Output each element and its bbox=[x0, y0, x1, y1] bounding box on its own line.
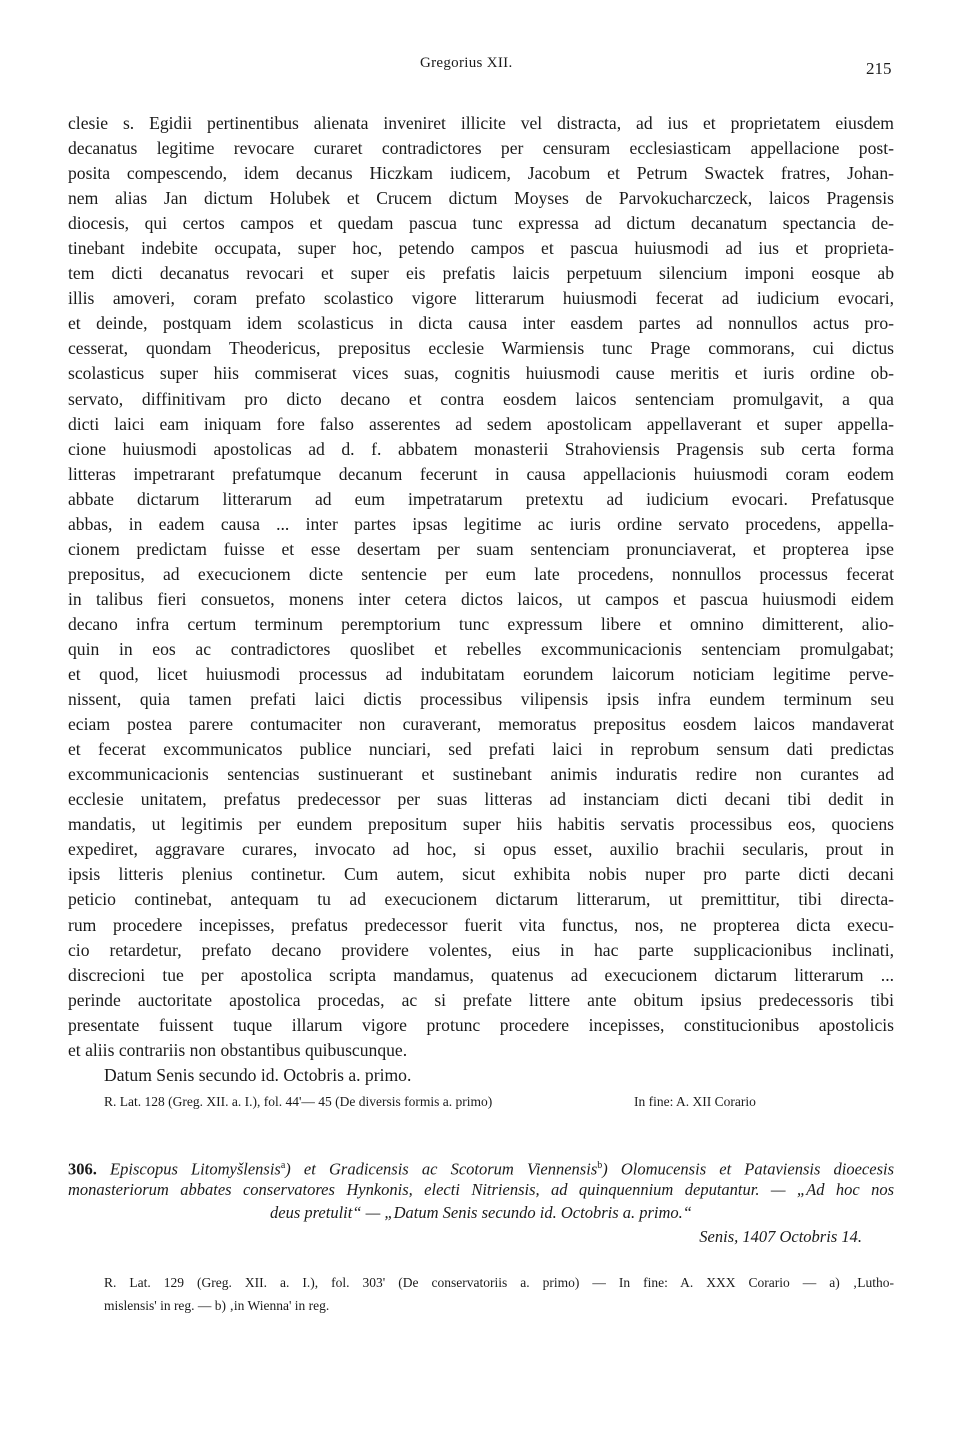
regest-entry bbox=[68, 1154, 894, 1248]
regest-line-1-middle: ) et Gradicensis ac Scotorum Viennensis bbox=[285, 1159, 598, 1179]
body-text-line: presentate fuissent tuque illarum vigore protunc procedere incepisses, constitucionibus apostolicis bbox=[68, 1014, 894, 1035]
body-text-line: in talibus fieri consuetos, monens inter cetera dictos laicos, ut campos et pascua huiusmodi eidem bbox=[68, 588, 894, 609]
body-text-line: et aliis contrariis non obstantibus quibuscunque. bbox=[68, 1039, 408, 1060]
body-text-line: dicti laici eam iniquam fore falso asserentes ad sedem apostolicam appellaverant et super appella- bbox=[68, 413, 894, 434]
body-text-line: discrecioni tue per apostolica scripta mandamus, quatenus ad execucionem dictarum litterarum ... bbox=[68, 964, 894, 985]
footnote-marker-b: b bbox=[597, 1160, 603, 1171]
body-text-line: nem alias Jan dictum Holubek et Crucem dictum Moyses de Parvokucharczeck, laicos Pragensis bbox=[68, 188, 894, 209]
datum-line: Datum Senis secundo id. Octobris a. primo. bbox=[104, 1064, 412, 1085]
body-text-line: decanatus legitime revocare curaret contradictores per censuram ecclesiasticam appellacione post- bbox=[68, 138, 894, 159]
body-text-line: servato, diffinitivam pro dicto decano et contra eosdem laicos sentenciam promulgavit, a qua bbox=[68, 388, 894, 409]
regest-line-2: monasteriorum abbates conservatores Hynkonis, electi Nitriensis, ad quinquennium deputantur. — „Ad hoc nos bbox=[68, 1179, 894, 1199]
in-fine-note: In fine: A. XII Corario bbox=[634, 1094, 756, 1109]
body-text-line: et quod, licet huiusmodi processus ad indubitatam eorundem laicorum noticiam legitime perve- bbox=[68, 664, 894, 685]
body-text-line: tinebant indebite occupata, super hoc, petendo campos et pascua huiusmodi ad ius et proprieta- bbox=[68, 238, 894, 259]
main-body-text bbox=[68, 111, 894, 1088]
body-text-line: tem dicti decanatus revocari et super eis prefatis laicis perpetuum silencium imponi eosque ab bbox=[68, 263, 894, 284]
body-text-line: abbate dictarum litterarum ad eum impetratarum pretextu ad iudicium evocari. Prefatusque bbox=[68, 488, 894, 509]
running-header-title: Gregorius XII. bbox=[420, 55, 513, 71]
body-text-line: cionem predictam fuisse et esse desertam per suam sentenciam pronunciaverat, et propterea ipse bbox=[68, 538, 894, 559]
body-text-line: cesserat, quondam Theodericus, prepositus ecclesie Warmiensis tunc Prage commorans, cui dictus bbox=[68, 338, 894, 359]
body-text-line: eciam postea parere contumaciter non curaverant, memoratus prepositus eosdem laicos mandaverat bbox=[68, 714, 894, 735]
body-text-line: abbas, in eadem causa ... inter partes ipsas legitime ac iuris ordine servato procedens, appella- bbox=[68, 513, 894, 534]
critical-apparatus-footnote bbox=[104, 1271, 894, 1317]
regest-place-date: Senis, 1407 Octobris 14. bbox=[699, 1226, 862, 1246]
body-text-line: rum procedere incepisses, prefatus predecessor fuerit vita functus, nos, ne propterea dicta execu- bbox=[68, 914, 894, 935]
body-text-line: quin in eos ac contradictores quoslibet et rebelles excommunicacionis sentenciam promulgabat; bbox=[68, 638, 894, 659]
body-text-line: clesie s. Egidii pertinentibus alienata inveniret illicite vel distracta, ad ius et proprietatem eiusdem bbox=[68, 113, 894, 133]
body-text-line: ipsis litteris plenius continetur. Cum autem, sicut exhibita nobis nuper pro parte dicti decani bbox=[68, 864, 894, 885]
body-text-line: ecclesie unitatem, prefatus predecessor per suas litteras ad instanciam dicti decani tibi dedit in bbox=[68, 789, 894, 810]
body-text-line: et fecerat excommunicatos publice nunciari, sed prefati laici in reprobum sensum dati predictas bbox=[68, 739, 894, 760]
body-text-line: peticio continebat, antequam tu ad execucionem dictarum litterarum, ut premittitur, tibi directa- bbox=[68, 889, 894, 910]
footnote-line-2: mislensis' in reg. — b) ‚in Wienna' in reg. bbox=[104, 1298, 330, 1313]
body-text-line: decano infra certum terminum peremptorium tunc expressum libere et omnino dimitterent, alio- bbox=[68, 613, 894, 634]
body-text-line: litteras impetrarant prefatumque decanum fecerunt in causa appellacionis huiusmodi coram eodem bbox=[68, 463, 894, 484]
regest-line-1-end: ) Olomucensis et Pataviensis dioecesis bbox=[602, 1159, 894, 1179]
body-text-line: excommunicacionis sentencias sustinuerant et sustinebant animis induratis redire non curantes ad bbox=[68, 764, 894, 785]
body-text-line: perinde auctoritate apostolica procedas, ac si prefate littere ante obitum ipsius predecessoris tibi bbox=[68, 989, 894, 1010]
body-text-line: prepositus, ad execucionem dicte sentencie per eum late procedens, nonnullos processus fecerat bbox=[68, 563, 894, 584]
body-text-line: diocesis, qui certos campos et quedam pascua tunc expressa ad dictum decanatum spectancia de- bbox=[68, 213, 894, 234]
regest-line-1-text: Episcopus Litomyšlensis bbox=[110, 1159, 281, 1179]
page-number: 215 bbox=[866, 59, 892, 78]
source-reference: R. Lat. 128 (Greg. XII. a. I.), fol. 44'— 45 (De diversis formis a. primo) bbox=[104, 1094, 493, 1109]
source-reference-note bbox=[104, 1094, 824, 1110]
footnote-marker-a: a bbox=[280, 1160, 286, 1171]
body-text-line: cio retardetur, prefato decano providere volentes, eius in hac parte supplicacionibus inclinati, bbox=[68, 939, 894, 960]
footnote-line-1: R. Lat. 129 (Greg. XII. a. I.), fol. 303' (De conservatoriis a. primo) — In fine: A. XXX Corario — a) ‚Lutho- bbox=[104, 1275, 894, 1290]
regest-line-3: deus pretulit“ — „Datum Senis secundo id. Octobris a. primo.“ bbox=[270, 1203, 692, 1222]
regest-number: 306. bbox=[68, 1159, 97, 1179]
body-text-line: posita compescendo, idem decanus Hiczkam iudicem, Jacobum et Petrum Swactek fratres, Johan- bbox=[68, 163, 894, 184]
body-text-line: nissent, quia tamen prefati laici dictis processibus vilipensis ipsis infra eundem terminum seu bbox=[68, 689, 894, 710]
body-text-line: et deinde, postquam idem scolasticus in dicta causa inter easdem partes ad nonnullos actus pro- bbox=[68, 313, 894, 334]
body-text-line: cione huiusmodi apostolicas ad d. f. abbatem monasterii Strahoviensis Pragensis sub certa forma bbox=[68, 438, 894, 459]
body-text-line: scolasticus super hiis commiserat vices suas, cognitis huiusmodi cause meritis et iuris ordine ob- bbox=[68, 363, 894, 384]
body-text-line: illis amoveri, coram prefato scolastico vigore litterarum huiusmodi fecerat ad iudicium evocari, bbox=[68, 288, 894, 309]
regest-line-1 bbox=[68, 1154, 894, 1178]
body-text-line: expediret, aggravare curares, invocato ad hoc, si opus esset, auxilio brachii secularis, prout in bbox=[68, 839, 894, 860]
body-text-line: mandatis, ut legitimis per eundem prepositum super hiis habitis servatis processibus eos, quociens bbox=[68, 814, 894, 835]
